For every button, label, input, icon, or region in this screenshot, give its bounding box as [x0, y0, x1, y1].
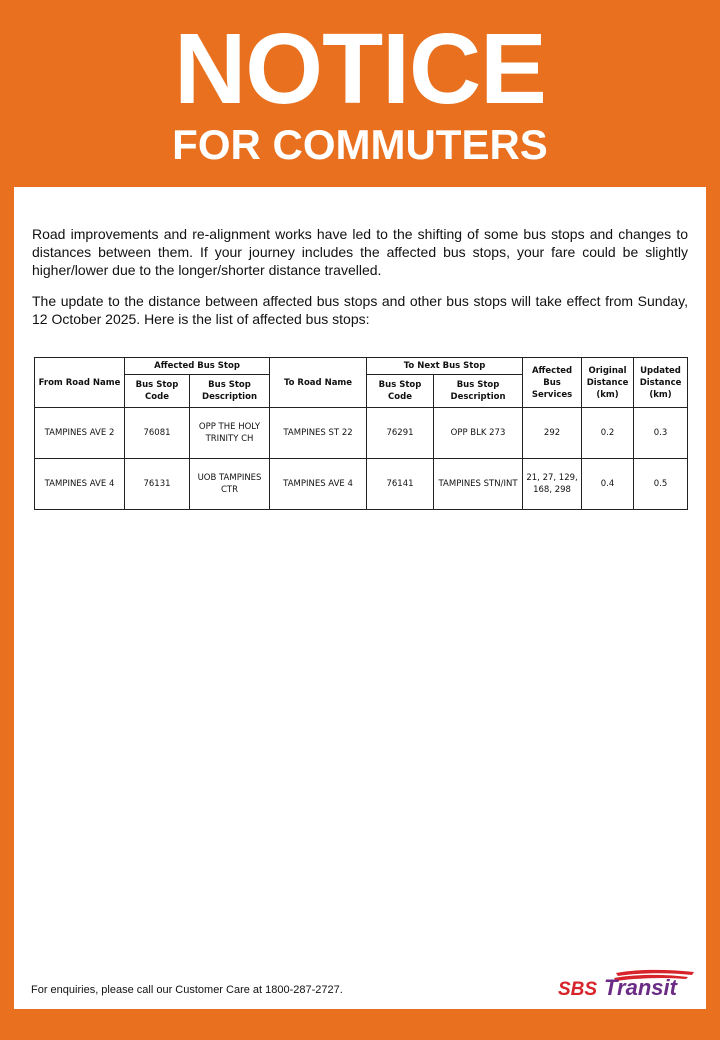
affected-bus-stops-table [34, 357, 688, 510]
cell-to-road: TAMPINES ST 22 [270, 408, 367, 459]
header-original-distance: Original Distance (km) [582, 358, 634, 408]
header-next-code: Bus Stop Code [367, 375, 434, 408]
notice-body-panel [14, 187, 706, 1009]
cell-affected-code: 76081 [125, 408, 190, 459]
cell-next-code: 76291 [367, 408, 434, 459]
customer-care-enquiry: For enquiries, please call our Customer Care at 1800-287-2727. [31, 984, 343, 996]
logo-transit-text: Transit [604, 975, 677, 1000]
cell-to-road: TAMPINES AVE 4 [270, 459, 367, 510]
cell-next-code: 76141 [367, 459, 434, 510]
notice-subtitle: FOR COMMUTERS [172, 121, 548, 168]
header-updated-distance: Updated Distance (km) [634, 358, 688, 408]
notice-header [0, 0, 720, 186]
cell-updated-distance: 0.5 [634, 459, 688, 510]
cell-affected-code: 76131 [125, 459, 190, 510]
table-row [35, 408, 688, 459]
table-row [35, 459, 688, 510]
cell-original-distance: 0.4 [582, 459, 634, 510]
cell-affected-description: UOB TAMPINES CTR [190, 459, 270, 510]
cell-from-road: TAMPINES AVE 2 [35, 408, 125, 459]
header-next-description: Bus Stop Description [434, 375, 523, 408]
cell-affected-description: OPP THE HOLY TRINITY CH [190, 408, 270, 459]
header-from-road: From Road Name [35, 358, 125, 408]
effective-date-paragraph: The update to the distance between affected bus stops and other bus stops will take effect from Sunday, 12 October 2025. Here is the list of affected bus stops: [32, 293, 688, 327]
cell-next-description: OPP BLK 273 [434, 408, 523, 459]
cell-updated-distance: 0.3 [634, 408, 688, 459]
logo-sbs-text: SBS [558, 979, 598, 1000]
cell-services: 21, 27, 129, 168, 298 [523, 459, 582, 510]
header-to-next-bus-stop: To Next Bus Stop [367, 358, 523, 375]
header-to-road: To Road Name [270, 358, 367, 408]
intro-paragraph: Road improvements and re-alignment works have led to the shifting of some bus stops and changes to distances between them. If your journey includes the affected bus stops, your fare could be slightly higher/lower due to the longer/shorter distance travelled. [32, 226, 688, 278]
cell-services: 292 [523, 408, 582, 459]
cell-next-description: TAMPINES STN/INT [434, 459, 523, 510]
header-affected-services: Affected Bus Services [523, 358, 582, 408]
sbs-transit-logo [556, 969, 696, 1001]
header-affected-code: Bus Stop Code [125, 375, 190, 408]
header-affected-bus-stop: Affected Bus Stop [125, 358, 270, 375]
cell-from-road: TAMPINES AVE 4 [35, 459, 125, 510]
cell-original-distance: 0.2 [582, 408, 634, 459]
notice-title: NOTICE [174, 13, 546, 125]
header-affected-description: Bus Stop Description [190, 375, 270, 408]
